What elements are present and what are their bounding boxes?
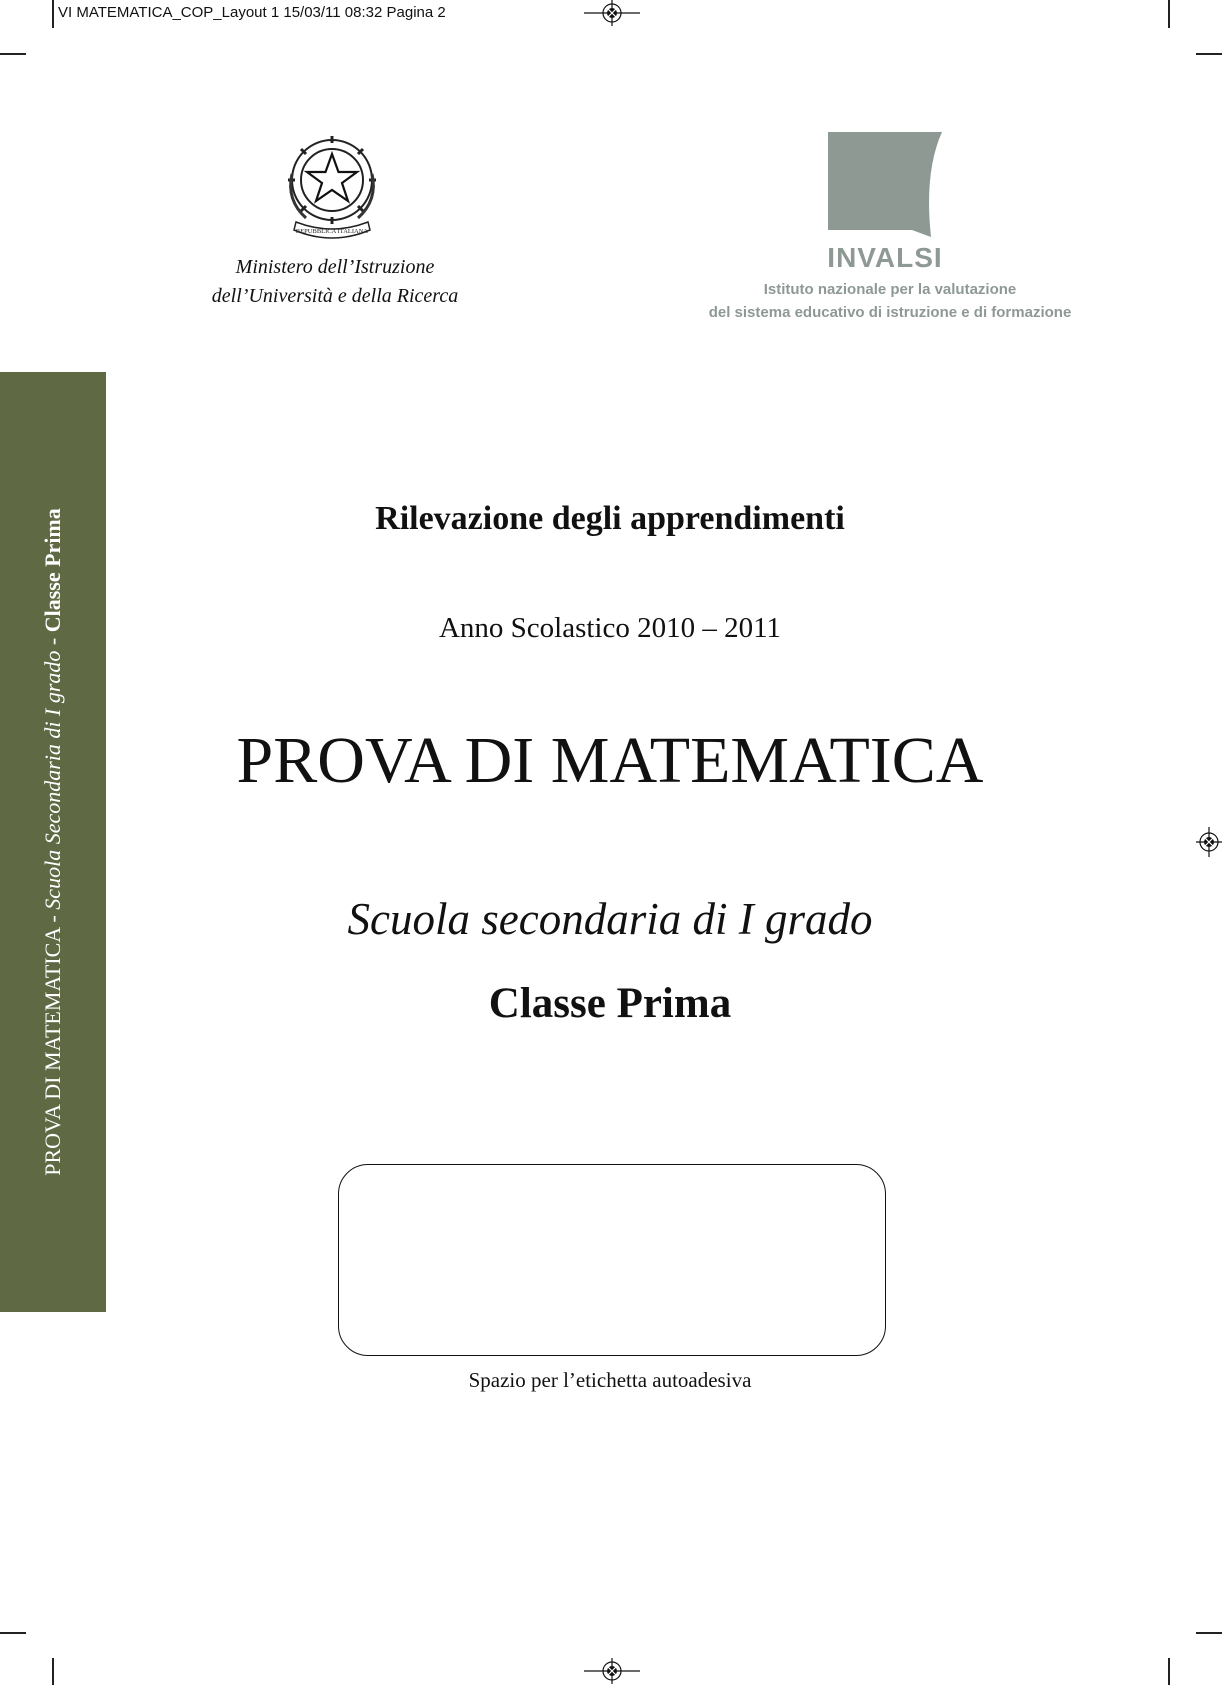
registration-mark-icon: [584, 0, 640, 26]
sticker-label-area: [338, 1164, 886, 1356]
spine-subject: PROVA DI MATEMATICA: [40, 928, 65, 1176]
invalsi-name: INVALSI: [827, 242, 943, 273]
ministry-line-1: Ministero dell’Istruzione: [235, 256, 435, 278]
emblem-of-italy-icon: [280, 130, 384, 246]
sticker-label-caption: Spazio per l’etichetta autoadesiva: [468, 1368, 752, 1392]
crop-mark: [1196, 53, 1222, 55]
crop-mark: [1168, 1658, 1170, 1685]
spine-separator: -: [40, 909, 65, 929]
crop-mark: [0, 1632, 26, 1634]
crop-mark: [1196, 1632, 1222, 1634]
crop-mark: [52, 0, 54, 28]
registration-mark-icon: [584, 1658, 640, 1684]
invalsi-subtitle-line-2: del sistema educativo di istruzione e di formazione: [708, 304, 1072, 321]
crop-mark: [52, 1658, 54, 1685]
class-level: Classe Prima: [488, 980, 732, 1027]
invalsi-flag-icon: [828, 132, 944, 244]
spine-band: [0, 372, 106, 1312]
emblem-seal-text: REPUBBLICA ITALIANA: [295, 228, 369, 235]
school-level: Scuola secondaria di I grado: [347, 894, 873, 944]
spine-separator: -: [40, 632, 65, 651]
spine-class: Classe Prima: [40, 508, 65, 633]
invalsi-subtitle: [700, 278, 1080, 324]
crop-mark: [0, 53, 26, 55]
crop-mark: [1168, 0, 1170, 28]
school-year: Anno Scolastico 2010 – 2011: [438, 612, 782, 644]
spine-title: [40, 508, 66, 1176]
ministry-name: [170, 253, 500, 311]
survey-heading: Rilevazione degli apprendimenti: [375, 500, 845, 537]
page-title: PROVA DI MATEMATICA: [236, 724, 984, 797]
spine-school: Scuola Secondaria di I grado: [40, 650, 65, 910]
invalsi-subtitle-line-1: Istituto nazionale per la valutazione: [763, 281, 1017, 298]
print-slug: VI MATEMATICA_COP_Layout 1 15/03/11 08:32 Pagina 2: [58, 4, 446, 21]
registration-mark-icon: [1196, 827, 1222, 857]
ministry-line-2: dell’Università e della Ricerca: [211, 285, 459, 307]
